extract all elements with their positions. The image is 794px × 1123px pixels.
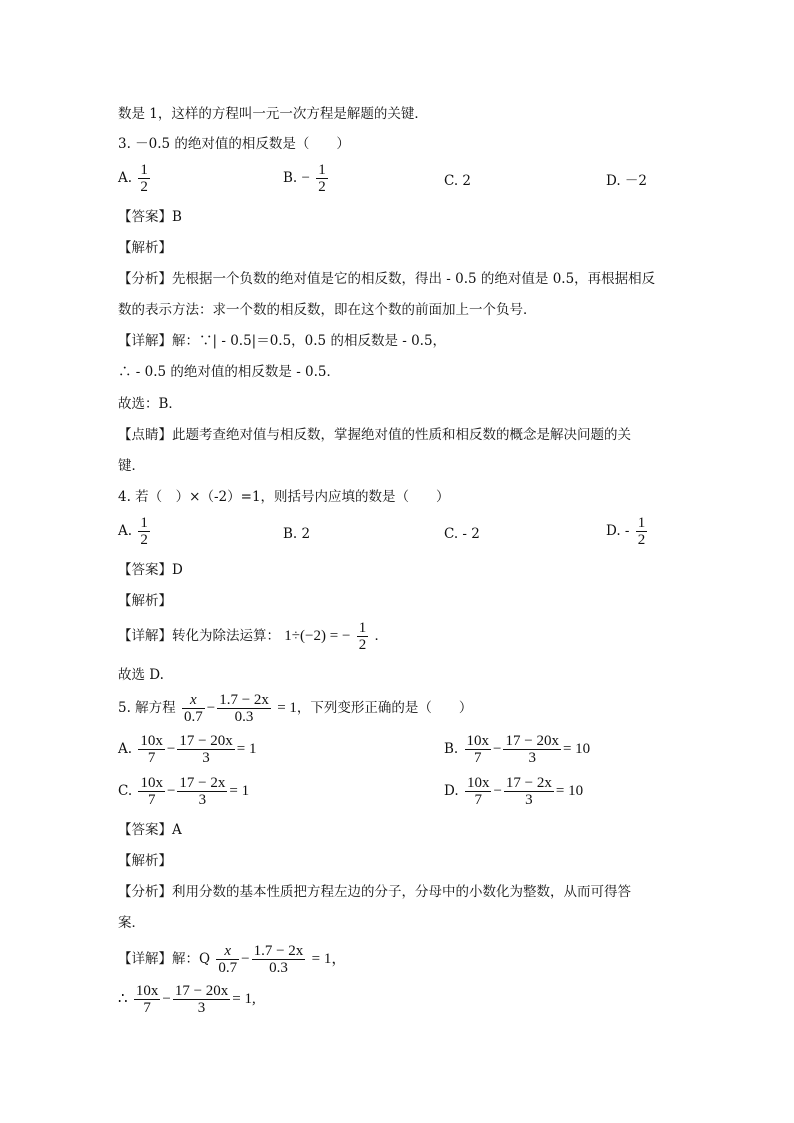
therefore-symbol: ∴ [118, 991, 128, 1007]
q4-answer: 【答案】D [118, 562, 183, 578]
q5-option-b-label: B. [444, 741, 459, 757]
q5-stem-prefix: 5. 解方程 [118, 700, 176, 716]
q4-stem: 4. 若（ ）×（-2）=1，则括号内应填的数是（ ） [118, 489, 450, 505]
q5-conclusion-fraction-1 [134, 983, 161, 1016]
q5-option-c [118, 775, 249, 808]
q5-option-a-label: A. [118, 741, 133, 757]
q3-option-b-label: B. [283, 170, 298, 186]
q3-dianjing-line1: 【点睛】此题考查绝对值与相反数，掌握绝对值的性质和相反数的概念是解决问题的关 [118, 427, 631, 443]
q4-analysis-heading: 【解析】 [118, 593, 172, 609]
q3-option-b [283, 162, 330, 195]
q5-option-a-f2-den: 3 [202, 750, 210, 766]
q5-conclusion-f2-num: 17 − 20x [174, 983, 229, 999]
q5-stem-eq: = 1 [277, 700, 297, 716]
q5-xiangjie-eq: = 1， [311, 951, 347, 967]
q3-stem: 3. －0.5 的绝对值的相反数是（ ） [118, 136, 350, 152]
q5-option-d-label: D. [444, 783, 459, 799]
q5-option-b-fraction-1 [465, 733, 492, 766]
q5-xiangjie-f1-den: 0.7 [218, 960, 238, 976]
q5-stem-minus: − [206, 700, 216, 716]
q5-option-d-f2-num: 17 − 2x [505, 775, 552, 791]
q3-option-b-num: 1 [318, 162, 326, 178]
q3-option-a-fraction [138, 162, 150, 195]
q5-conclusion-minus: − [162, 991, 171, 1007]
q4-option-d-fraction [636, 515, 648, 548]
q3-dianjing-line2: 键． [118, 458, 145, 474]
q3-option-b-sign: − [301, 170, 310, 186]
q5-option-d-f1-num: 10x [466, 775, 490, 791]
q4-option-a-label: A. [118, 523, 133, 539]
q5-stem-f2-num: 1.7 − 2x [219, 692, 269, 708]
q5-stem-fraction-1 [182, 692, 205, 725]
q4-option-a-fraction [138, 515, 150, 548]
q5-option-c-fraction-2 [177, 775, 227, 808]
q5-option-d-f1-den: 7 [474, 792, 482, 808]
intro-line: 数是 1，这样的方程叫一元一次方程是解题的关键． [118, 106, 428, 122]
q5-conclusion-f1-num: 10x [135, 983, 159, 999]
q4-option-c: C. - 2 [444, 526, 480, 542]
q5-option-b-eq: = 10 [562, 741, 591, 757]
q4-option-d-num: 1 [637, 515, 646, 531]
q3-option-b-fraction [316, 162, 328, 195]
q5-xiangjie-prefix: 【详解】解：Q [118, 951, 211, 967]
q3-option-a-label: A. [118, 170, 133, 186]
q4-option-a [118, 515, 152, 548]
q5-stem-f2-den: 0.3 [234, 709, 254, 725]
q4-option-a-num: 1 [140, 515, 148, 531]
q4-xiangjie-prefix: 【详解】转化为除法运算： [118, 628, 280, 644]
q5-conclusion-fraction-2 [173, 983, 230, 1016]
q5-xiangjie-f2-num: 1.7 − 2x [253, 943, 304, 959]
q5-stem-f1-num: x [182, 692, 205, 709]
q5-conclusion [118, 983, 256, 1016]
q5-conclusion-eq: = 1, [232, 991, 256, 1007]
q5-option-b-f2-num: 17 − 20x [505, 733, 559, 749]
q5-option-b-f1-den: 7 [474, 750, 482, 766]
q4-option-a-den: 2 [140, 532, 148, 548]
q4-choose: 故选 D. [118, 667, 164, 683]
q3-option-b-den: 2 [318, 179, 326, 195]
q5-option-a-f1-den: 7 [147, 750, 156, 766]
q5-option-a [118, 733, 257, 766]
q5-xiangjie-f1-num: x [216, 943, 239, 960]
q5-option-a-minus: − [166, 741, 176, 757]
q5-option-c-f2-den: 3 [198, 792, 207, 808]
q5-option-d [444, 775, 583, 808]
q5-option-a-f2-num: 17 − 20x [179, 733, 233, 749]
q4-option-b: B. 2 [283, 526, 311, 542]
q5-stem-suffix: ，下列变形正确的是（ ） [296, 700, 473, 716]
q5-conclusion-f1-den: 7 [143, 1000, 151, 1016]
q5-xiangjie-fraction-2 [252, 943, 306, 976]
q3-xiangjie-line1: 【详解】解：∵| - 0.5|＝0.5，0.5 的相反数是 - 0.5， [118, 333, 447, 349]
q5-option-d-fraction-1 [465, 775, 492, 808]
q5-answer: 【答案】A [118, 822, 182, 838]
q4-option-d-den: 2 [637, 532, 646, 548]
q3-fenxi-line1: 【分析】先根据一个负数的绝对值是它的相反数，得出 - 0.5 的绝对值是 0.5，再根据相反 [118, 271, 656, 287]
q5-analysis-heading: 【解析】 [118, 853, 172, 869]
q5-xiangjie-fraction-1 [216, 943, 239, 976]
q5-option-b-minus: − [493, 741, 502, 757]
q5-option-c-fraction-1 [138, 775, 165, 808]
q5-option-c-eq: = 1 [229, 783, 250, 799]
q5-option-c-f1-num: 10x [140, 775, 163, 791]
q5-option-b-f1-num: 10x [466, 733, 490, 749]
q5-option-a-fraction-1 [138, 733, 165, 766]
q5-option-a-f1-num: 10x [140, 733, 163, 749]
q5-option-a-fraction-2 [177, 733, 234, 766]
q5-stem [118, 692, 472, 725]
q5-option-b [444, 733, 590, 766]
q5-fenxi-line1: 【分析】利用分数的基本性质把方程左边的分子，分母中的小数化为整数，从而可得答 [118, 884, 631, 900]
q4-xiangjie-expr: 1÷(−2) = − [284, 628, 351, 644]
q3-option-a-num: 1 [140, 162, 148, 178]
q3-option-a-den: 2 [140, 179, 148, 195]
q4-xiangjie-num: 1 [358, 620, 367, 636]
q5-option-d-minus: − [493, 783, 502, 799]
q5-xiangjie [118, 943, 346, 976]
q5-stem-f1-den: 0.7 [183, 709, 203, 725]
q3-option-c: C. 2 [444, 173, 472, 189]
q5-option-d-f2-den: 3 [525, 792, 533, 808]
q5-option-b-f2-den: 3 [528, 750, 536, 766]
q4-option-d-label: D. - [606, 523, 630, 539]
q4-xiangjie-den: 2 [358, 637, 367, 653]
q5-option-b-fraction-2 [503, 733, 560, 766]
q3-choose: 故选：B． [118, 396, 182, 412]
q5-xiangjie-minus: − [241, 951, 250, 967]
q3-option-d: D. －2 [606, 173, 648, 189]
q4-xiangjie-fraction [357, 620, 369, 653]
q5-option-d-eq: = 10 [555, 783, 584, 799]
q4-xiangjie-end: ． [374, 628, 388, 644]
q5-option-a-eq: = 1 [236, 741, 257, 757]
q5-xiangjie-f2-den: 0.3 [269, 960, 288, 976]
q5-option-d-fraction-2 [504, 775, 554, 808]
q5-conclusion-f2-den: 3 [197, 1000, 206, 1016]
q3-xiangjie-line2: ∴ - 0.5 的绝对值的相反数是 - 0.5． [118, 364, 341, 380]
q5-option-c-f1-den: 7 [147, 792, 156, 808]
q3-fenxi-line2: 数的表示方法：求一个数的相反数，即在这个数的前面加上一个负号． [118, 302, 537, 318]
q3-option-a [118, 162, 152, 195]
q5-option-c-f2-num: 17 − 2x [179, 775, 226, 791]
q3-analysis-heading: 【解析】 [118, 240, 172, 256]
q5-stem-fraction-2 [217, 692, 271, 725]
q5-option-c-label: C. [118, 783, 133, 799]
q4-option-d [606, 515, 649, 548]
q5-option-c-minus: − [166, 783, 176, 799]
q5-fenxi-line2: 案． [118, 915, 145, 931]
q3-answer: 【答案】B [118, 209, 182, 225]
q4-xiangjie [118, 620, 388, 653]
